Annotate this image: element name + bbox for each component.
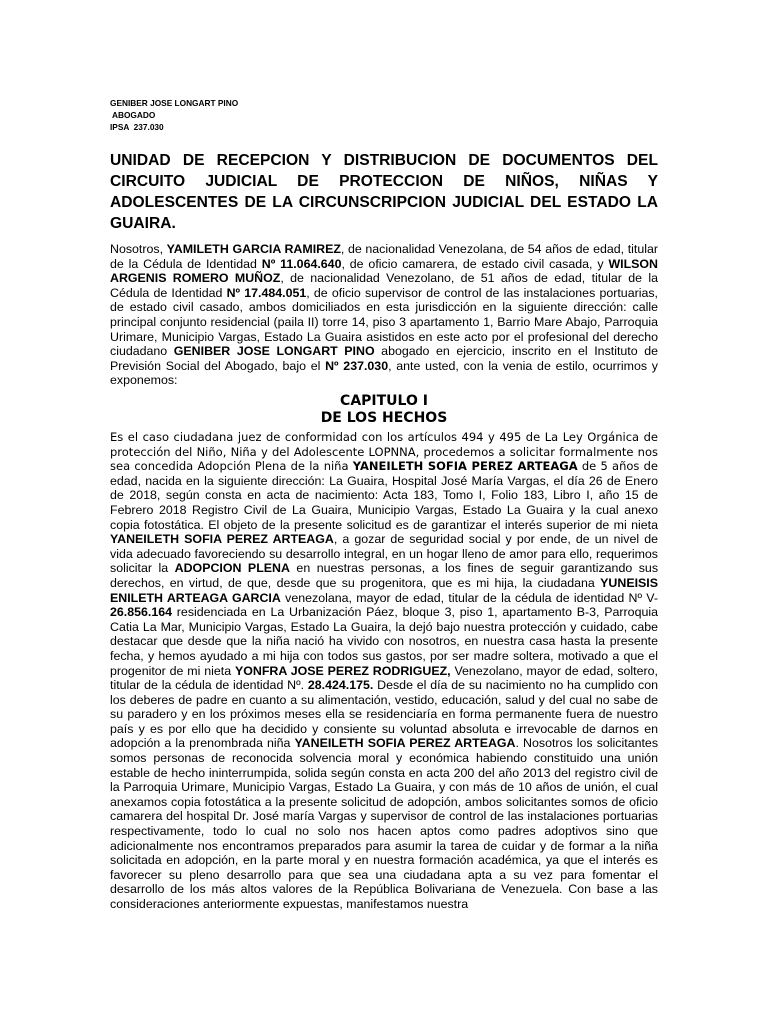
- facts-text: , a gozar de seguridad social y por ende, de un nivel de vida adecuado favoreciendo su desarrollo integral, en un hogar lleno de amor para ello, requerimos solicitar la: [110, 532, 658, 576]
- intro-text: , de oficio camarera, de estado civil casada, y: [341, 256, 609, 271]
- facts-text: venezolana, mayor de edad, titular de la cédula de identidad Nº V-: [280, 590, 658, 605]
- lawyer-letterhead: [110, 97, 238, 134]
- facts-text: de 5 años de: [577, 459, 658, 474]
- facts-text: Es el caso ciudadana juez de conformidad con los artículos 494 y 495 de La Ley Orgánica de protección del Niño, Niña y del Adolescente LOPNNA, procedemos a solicitar formalmente nos sea concedida Adopción Plena de la niña: [110, 430, 658, 474]
- father-id: 28.424.175.: [307, 678, 374, 693]
- intro-text: Nosotros,: [110, 242, 167, 256]
- mother-name: YUNEISIS ENILETH ARTEAGA GARCIA: [110, 575, 658, 605]
- lawyer-ipsa-inline: Nº 237.030: [325, 358, 389, 373]
- intro-text: , ante usted, con la venia de estilo, ocurrimos y exponemos:: [110, 358, 658, 388]
- lawyer-role: ABOGADO: [110, 110, 156, 121]
- intro-text: , de nacionalidad Venezolano, de 51 años de edad, titular de la Cédula de Identidad: [110, 271, 658, 300]
- applicant-2-name: WILSON ARGENIS ROMERO MUÑOZ: [110, 256, 658, 286]
- intro-paragraph: [110, 242, 658, 388]
- intro-text: , de oficio supervisor de control de las instalaciones portuarias, de estado civil casado, ambos domiciliados en esta jurisdicción en la siguiente dirección: calle principal conjunto residencial (paila II) torre 14, piso 3 apartamento 1, Barrio Mare Abajo, Parroquia Urimare, Municipio Vargas, Estado La Guaira asistidos en este acto por el profesional del derecho ciudadano: [110, 285, 658, 359]
- intro-text: , de nacionalidad Venezolana, de 54 años de edad, titular de la Cédula de Identidad: [110, 242, 658, 271]
- facts-text: . Nosotros los solicitantes somos personas de reconocida solvencia moral y económica habiendo constituido una unión estable de hecho ininterrumpida, solida según consta en acta 200 del año 2013 del registro civil de la Parroquia Urimare, Municipio Vargas, Estado La Guaira, y con más de 10 años de unión, el cual anexamos copia fotostática a la presente solicitud de adopción, ambos solicitantes somos de oficio camarera del hospital Dr. José maría Vargas y supervisor de control de las instalaciones portuarias respectivamente, todo lo cual no solo nos hacen aptos como padres adoptivos sino que adicionalmente nos encontramos preparados para asumir la tarea de cuidar y de formar a la niña solicitada en adopción, en la parte moral y en nuestra formación académica, ya que el interés es favorecer su pleno desarrollo para que sea una ciudadana apta a su vez para fomentar el desarrollo de los más altos valores de la República Bolivariana de Venezuela. Con base a las consideraciones anteriormente expuestas, manifestamos nuestra: [110, 736, 659, 911]
- facts-text: Desde el día de su nacimiento no ha cumplido con los deberes de padre en cuanto a su alimentación, vestido, educación, salud y del cual no sabe de su paradero y en los próximos meses ella se residenciaría en forma permanente fuera de nuestro país y es por ello que ha decidido y consiente su voluntad absoluta e irrevocable de darnos en adopción a la prenombrada niña: [110, 678, 659, 751]
- intro-text: abogado en ejercicio, inscrito en el Instituto de Previsión Social del Abogado, bajo el: [110, 344, 658, 373]
- facts-paragraph: [110, 430, 658, 912]
- adoption-type: ADOPCION PLENA: [174, 561, 290, 576]
- child-name: YANEILETH SOFIA PEREZ ARTEAGA: [352, 459, 578, 474]
- applicant-1-name: YAMILETH GARCIA RAMIREZ: [166, 242, 341, 256]
- facts-text: en nuestras personas, a los fines de seguir garantizando sus derechos, en virtud, de que, desde que su progenitora, que es mi hija, la ciudadana: [110, 561, 659, 590]
- facts-text: Venezolano, mayor de edad, soltero, titular de la cédula de identidad Nº.: [110, 663, 658, 693]
- lawyer-name-inline: GENIBER JOSE LONGART PINO: [173, 344, 375, 359]
- lawyer-ipsa-number: IPSA 237.030: [110, 122, 164, 133]
- facts-text: edad, nacida en la siguiente dirección: La Guaira, Hospital José María Vargas, el día 26 de Enero de 2018, según consta en acta de nacimiento: Acta 183, Tomo I, Folio 183, Libro I, año 15 de Febrero 2018 Registro Civil de La Guaira, Municipio Vargas, Estado La Guaira y la cual anexo copia fotostática. El objeto de la presente solicitud es de garantizar el interés superior de mi nieta: [110, 473, 658, 532]
- applicant-2-id: Nº 17.484.051: [226, 285, 307, 300]
- child-name: YANEILETH SOFIA PEREZ ARTEAGA: [294, 736, 516, 751]
- applicant-1-id: Nº 11.064.640: [261, 256, 342, 271]
- father-name: YONFRA JOSE PEREZ RODRIGUEZ,: [234, 663, 451, 678]
- facts-text: residenciada en La Urbanización Páez, bloque 3, piso 1, apartamento B-3, Parroquia Catia La Mar, Municipio Vargas, Estado La Guaira, la dejó bajo nuestra protección y cuidado, cabe destacar que desde que la niña nació ha vivido con nosotros, en nuestra casa hasta la presente fecha, y hemos ayudado a mi hija con todos sus gastos, por ser madre soltera, motivado a que el progenitor de mi nieta: [110, 605, 658, 678]
- facts-opening: [110, 430, 658, 473]
- mother-id: 26.856.164: [110, 605, 173, 620]
- child-name: YANEILETH SOFIA PEREZ ARTEAGA: [110, 532, 334, 547]
- lawyer-name: GENIBER JOSE LONGART PINO: [110, 98, 239, 108]
- chapter-heading: DE LOS HECHOS: [320, 410, 448, 426]
- court-addressee-title: UNIDAD DE RECEPCION Y DISTRIBUCION DE DOCUMENTOS DEL CIRCUITO JUDICIAL DE PROTECCION DE NIÑOS, NIÑAS Y ADOLESCENTES DE LA CIRCUNSCRIPCION JUDICIAL DEL ESTADO LA GUAIRA.: [110, 152, 658, 232]
- chapter-number: CAPITULO I: [340, 393, 428, 409]
